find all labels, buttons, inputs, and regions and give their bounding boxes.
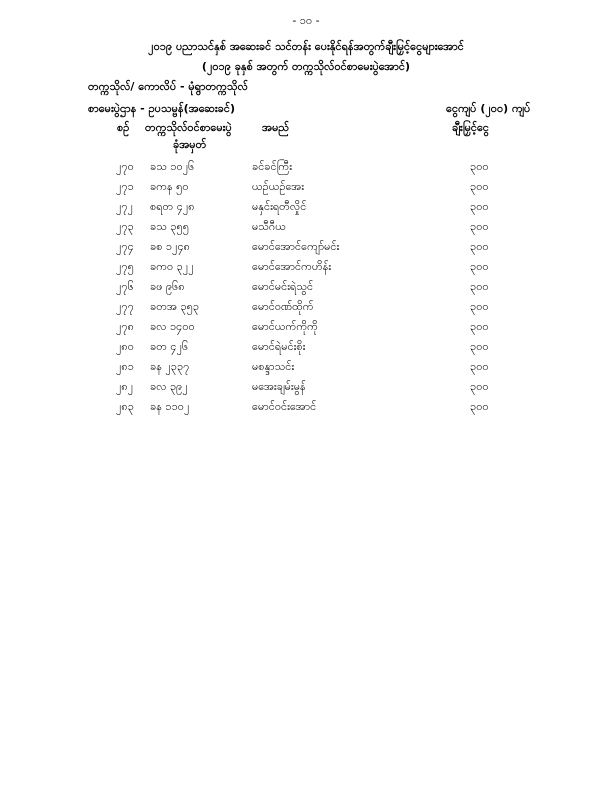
- row-number: ၂၇၈: [116, 320, 134, 333]
- award-amount: ၃၀၀: [470, 340, 489, 353]
- student-name: ယဉ်ယဉ်အေး: [252, 180, 304, 193]
- student-name: မောင်ဝဏ်ထိုက်: [252, 300, 314, 313]
- student-name: မအေးချမ်းမွန်: [252, 380, 306, 393]
- row-number: ၂၇၁: [116, 180, 134, 193]
- roll-number: ခတ ၄၂၆: [150, 340, 189, 353]
- table-row: [0, 340, 612, 360]
- table-row: [0, 380, 612, 400]
- table-row: [0, 280, 612, 300]
- document-subtitle: (၂၀၁၉ ခုနှစ် အတွက် တက္ကသိုလ်ဝင်စာမေးပွဲအောင်): [201, 60, 411, 73]
- row-number: ၂၇၄: [116, 240, 134, 253]
- column-header-roll-2: ခုံအမှတ်: [173, 138, 207, 151]
- table-row: [0, 240, 612, 260]
- row-number: ၂၇၇: [116, 300, 134, 313]
- award-amount: ၃၀၀: [470, 260, 489, 273]
- row-number: ၂၈၂: [116, 380, 134, 393]
- cash-award-line: ငွေကျပ် (၂၀၀) ကျပ်: [446, 102, 531, 115]
- roll-number: ခတအ ၃၅၃: [150, 300, 200, 313]
- exam-center-line: စာမေးပွဲဌာန - ဥပသမ္ဗန်(အဆေးခင်): [88, 102, 235, 115]
- table-row: [0, 180, 612, 200]
- table-row: [0, 360, 612, 380]
- roll-number: ခကန ၅၀: [150, 180, 189, 193]
- award-amount: ၃၀၀: [470, 320, 489, 333]
- award-amount: ၃၀၀: [470, 160, 489, 173]
- roll-number: ခစ ၁၂၄၈: [150, 240, 190, 253]
- roll-number: စရတ ၄၂၈: [150, 200, 195, 213]
- row-number: ၂၈၀: [116, 340, 134, 353]
- award-amount: ၃၀၀: [470, 380, 489, 393]
- column-header-no: စဉ်: [117, 121, 130, 134]
- award-amount: ၃၀၀: [470, 280, 489, 293]
- award-amount: ၃၀၀: [470, 400, 489, 413]
- award-amount: ၃၀၀: [470, 240, 489, 253]
- table-body: [0, 160, 612, 420]
- table-row: [0, 260, 612, 280]
- student-name: မစန္ဒာသင်း: [252, 360, 295, 373]
- table-row: [0, 400, 612, 420]
- table-row: [0, 160, 612, 180]
- table-row: [0, 320, 612, 340]
- roll-number: ခဖ ၉၆၈: [150, 280, 185, 293]
- roll-number: ခလ ၁၄၀၀: [150, 320, 195, 333]
- award-amount: ၃၀၀: [470, 300, 489, 313]
- column-header-amount: ချီးမြှင့်ငွေ: [452, 121, 490, 134]
- roll-number: ခလ ၃၉၂: [150, 380, 188, 393]
- row-number: ၂၈၃: [116, 400, 134, 413]
- row-number: ၂၈၁: [116, 360, 134, 373]
- award-amount: ၃၀၀: [470, 360, 489, 373]
- university-line: တက္ကသိုလ်/ ကောလိပ် - မုံရွာတက္ကသိုလ်: [88, 80, 248, 93]
- table-row: [0, 300, 612, 320]
- roll-number: ခသ ၁၀၂၆: [150, 160, 195, 173]
- student-name: မနှင်းရတီလှိုင်: [252, 200, 307, 213]
- award-amount: ၃၀၀: [470, 200, 489, 213]
- student-name: မောင်အောင်ကျော်မင်း: [252, 240, 340, 253]
- roll-number: ခန ၂၃၃၇: [150, 360, 190, 373]
- roll-number: ခန ၁၁၀၂: [150, 400, 190, 413]
- row-number: ၂၇၆: [116, 280, 134, 293]
- student-name: မသီဂီယ: [252, 220, 286, 233]
- student-name: မောင်ဝင်းအောင်: [252, 400, 317, 413]
- row-number: ၂၇၃: [116, 220, 134, 233]
- column-header-name: အမည်: [262, 121, 290, 134]
- student-name: မောင်ယက်ကိုကို: [252, 320, 318, 333]
- document-title: ၂၀၁၉ ပညာသင်နှစ် အဆေးခင် သင်တန်း ပေးနိုင်ရန်အတွက်ချီးမြှင့်ငွေများအောင်: [148, 40, 464, 53]
- row-number: ၂၇၂: [116, 200, 133, 213]
- column-header-roll: တက္ကသိုလ်ဝင်စာမေးပွဲ: [145, 121, 232, 134]
- table-row: [0, 220, 612, 240]
- student-name: မောင်ရဲမင်းစိုး: [252, 340, 306, 353]
- award-amount: ၃၀၀: [470, 180, 489, 193]
- row-number: ၂၇၀: [116, 160, 134, 173]
- table-row: [0, 200, 612, 220]
- award-amount: ၃၀၀: [470, 220, 489, 233]
- page-number: - ၁၀ -: [292, 14, 320, 27]
- roll-number: ခသ ၃၅၅: [150, 220, 189, 233]
- roll-number: ခကဝ ၃၂၂: [150, 260, 194, 273]
- student-name: ခင်ခင်ကြီး: [252, 160, 292, 173]
- row-number: ၂၇၅: [116, 260, 134, 273]
- student-name: မောင်မင်းရဲသွင်: [252, 280, 314, 293]
- student-name: မောင်အောင်ကဟိန်း: [252, 260, 332, 273]
